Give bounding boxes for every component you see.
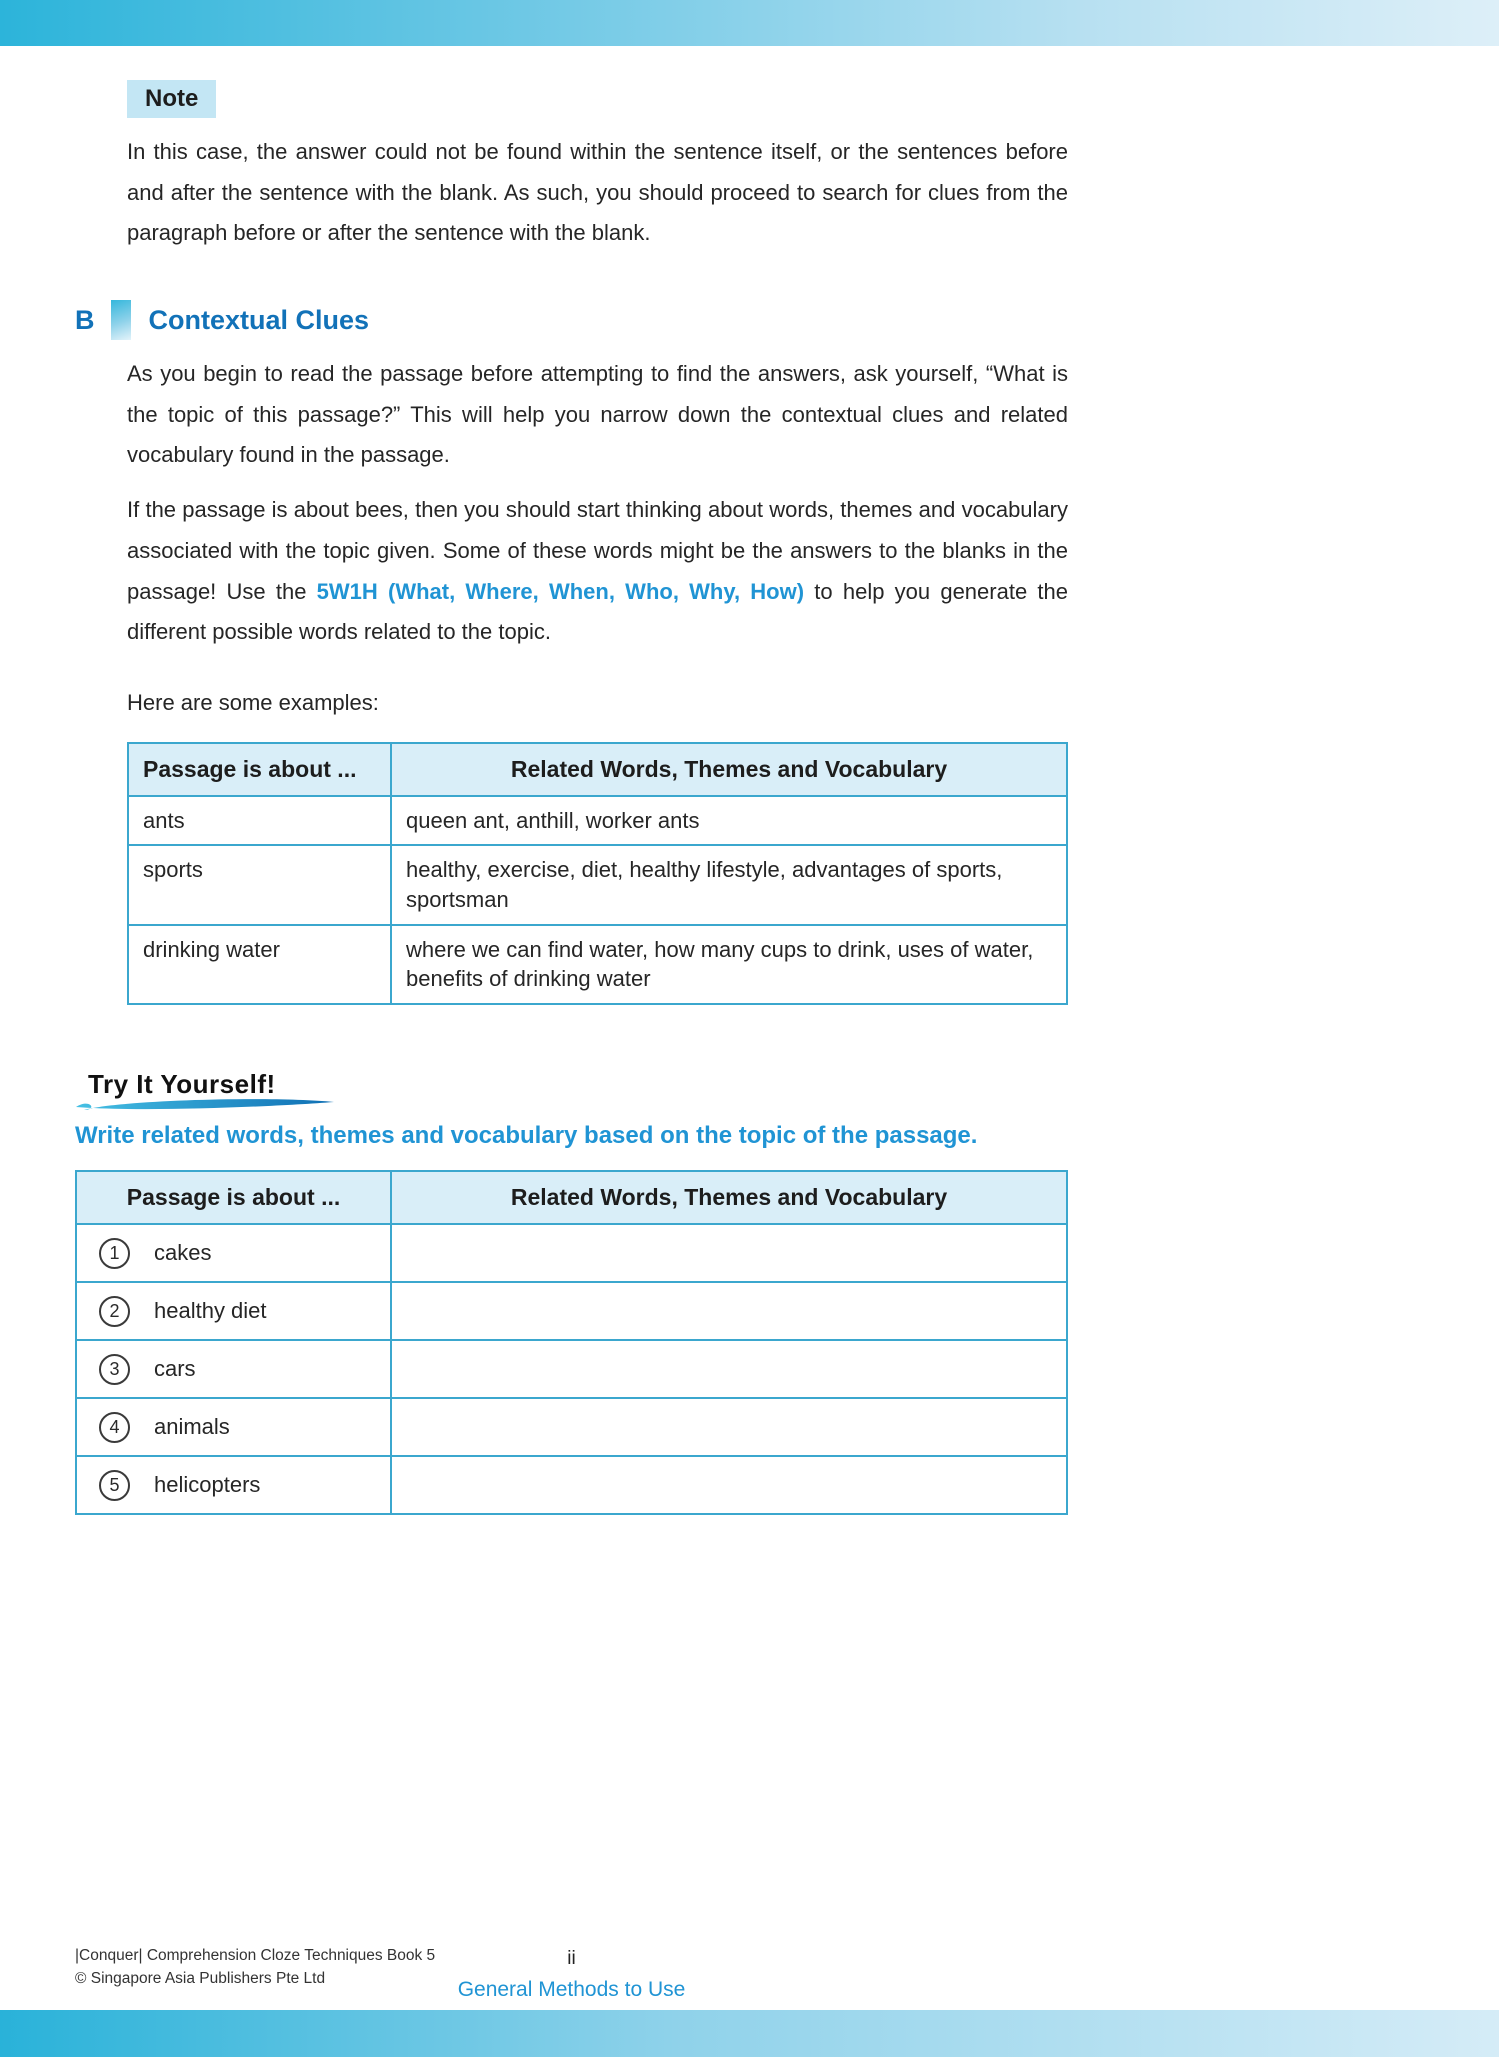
examples-intro: Here are some examples: xyxy=(127,689,379,715)
answer-cell xyxy=(391,1282,1067,1340)
answer-cell xyxy=(391,1340,1067,1398)
practice-header-row xyxy=(76,1171,1067,1224)
examples-header-words: Related Words, Themes and Vocabulary xyxy=(391,743,1067,796)
section-title: Contextual Clues xyxy=(148,304,370,335)
examples-header-topic: Passage is about ... xyxy=(128,743,391,796)
answer-cell xyxy=(391,1398,1067,1456)
circled-number: 5 xyxy=(99,1470,130,1501)
instruction-text: Write related words, themes and vocabulary based on the topic of the passage. xyxy=(75,1122,978,1149)
topic-cell xyxy=(77,1412,390,1443)
circled-number: 1 xyxy=(99,1238,130,1269)
note-paragraph: In this case, the answer could not be found within the sentence itself, or the sentences before and after the sentence with the blank. As such, you should proceed to search for clues from the paragraph before or after the sentence with the blank. xyxy=(127,139,1068,246)
practice-table xyxy=(75,1170,1068,1515)
try-it-title: Try It Yourself! xyxy=(88,1069,276,1099)
topic-label: animals xyxy=(154,1414,230,1439)
topic-cell: ants xyxy=(128,796,391,846)
circled-number: 4 xyxy=(99,1412,130,1443)
table-row xyxy=(76,1224,1067,1282)
5w1h-highlight: 5W1H (What, Where, When, Who, Why, How) xyxy=(316,578,805,604)
table-row xyxy=(128,845,1067,924)
topic-cell: drinking water xyxy=(128,925,391,1004)
answer-cell xyxy=(391,1224,1067,1282)
section-marker-icon xyxy=(111,300,131,340)
topic-label: cars xyxy=(154,1356,196,1381)
table-row xyxy=(76,1456,1067,1514)
footer-section-name: General Methods to Use xyxy=(457,1978,686,2001)
topic-cell: sports xyxy=(128,845,391,924)
topic-cell xyxy=(77,1354,390,1385)
section-b-header xyxy=(75,300,1499,340)
paragraph-text: to help you generate the different possible words related to the topic. xyxy=(127,578,1068,645)
practice-header-words: Related Words, Themes and Vocabulary xyxy=(391,1171,1067,1224)
words-cell: queen ant, anthill, worker ants xyxy=(391,796,1067,846)
brush-underline-icon xyxy=(70,1094,338,1114)
footer-book-title: |Conquer| Comprehension Cloze Techniques Book 5 xyxy=(75,1947,436,1964)
words-cell: where we can find water, how many cups to drink, uses of water, benefits of drinking water xyxy=(391,925,1067,1004)
examples-table xyxy=(127,742,1068,1005)
answer-cell xyxy=(391,1456,1067,1514)
section-letter: B xyxy=(75,304,95,335)
practice-header-topic: Passage is about ... xyxy=(76,1171,391,1224)
topic-label: healthy diet xyxy=(154,1298,267,1323)
contextual-paragraph-2 xyxy=(127,490,1068,653)
table-row xyxy=(128,796,1067,846)
circled-number: 3 xyxy=(99,1354,130,1385)
note-label: Note xyxy=(127,80,216,118)
bottom-gradient-bar xyxy=(0,2010,1499,2057)
table-row xyxy=(76,1398,1067,1456)
footer-center xyxy=(75,1948,1068,2002)
topic-cell xyxy=(77,1296,390,1327)
try-it-title-wrap xyxy=(88,1069,276,1100)
top-gradient-bar xyxy=(0,0,1499,46)
paragraph-text: If the passage is about bees, then you should start thinking about words, themes and vocabulary associated with the topic given. Some of these words might be the answers to the blanks in the passage! Use the xyxy=(127,497,1068,604)
table-row xyxy=(76,1340,1067,1398)
footer-publisher: © Singapore Asia Publishers Pte Ltd xyxy=(75,1970,326,1988)
topic-cell xyxy=(77,1238,390,1269)
words-cell: healthy, exercise, diet, healthy lifestyle, advantages of sports, sportsman xyxy=(391,845,1067,924)
topic-label: helicopters xyxy=(154,1472,261,1497)
topic-cell xyxy=(77,1470,390,1501)
page-number: ii xyxy=(567,1948,576,1969)
examples-header-row xyxy=(128,743,1067,796)
try-it-yourself-section xyxy=(0,1069,1499,1515)
topic-label: cakes xyxy=(154,1240,212,1265)
table-row xyxy=(76,1282,1067,1340)
table-row xyxy=(128,925,1067,1004)
circled-number: 2 xyxy=(99,1296,130,1327)
contextual-paragraph-1: As you begin to read the passage before attempting to find the answers, ask yourself, “What is the topic of this passage?” This will help you narrow down the contextual clues and related vocabulary found in the passage. xyxy=(127,361,1068,468)
